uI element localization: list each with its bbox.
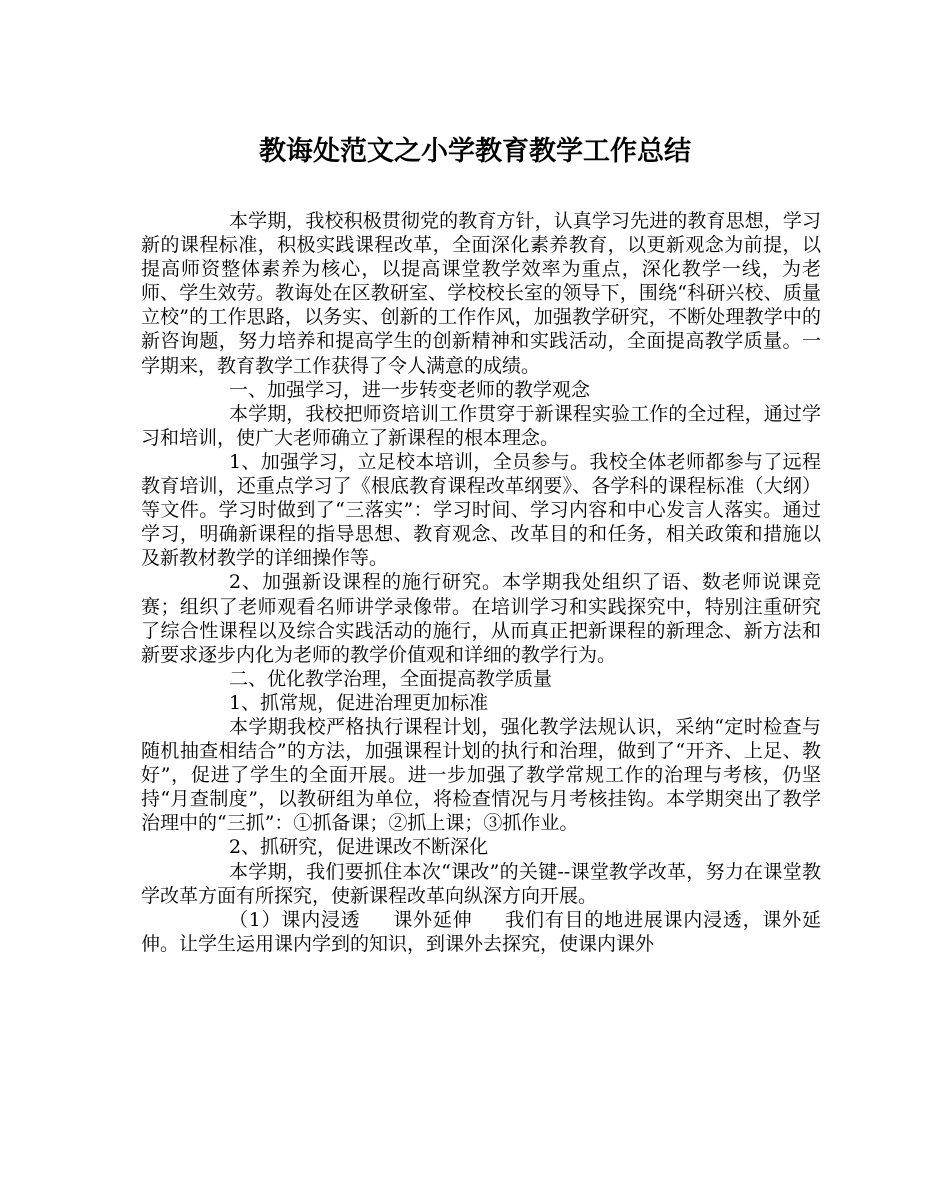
subsection-heading: 2、抓研究，促进课改不断深化 [229,836,489,859]
subsection-heading: 1、抓常规，促进治理更加标准 [229,691,489,714]
last-paragraph-part1: （1）课内浸透 [229,908,361,931]
document-title: 教诲处范文之小学教育教学工作总结 [259,136,691,167]
last-paragraph-part2: 课外延伸 [392,908,473,931]
paragraph: 本学期我校严格执行课程计划，强化教学法规认识，采纳“定时检查与随机抽查相结合”的方法，加强课程计划的执行和治理，做到了“开齐、上足、教好”，促进了学生的全面开展。进一步加强了教学常规工作的治理与考核，仍坚持“月查制度”，以教研组为单位，将检查情况与月考核挂钩。本学期突出了教学治理中的“三抓”：①抓备课；②抓上课；③抓作业。 [141,715,821,835]
paragraph: 本学期，我们要抓住本次“课改”的关键--课堂教学改革，努力在课堂教学改革方面有所探究，使新课程改革向纵深方向开展。 [141,860,821,907]
paragraph: 1、加强学习，立足校本培训，全员参与。我校全体老师都参与了远程教育培训，还重点学习了《根底教育课程改革纲要》、各学科的课程标准（大纲）等文件。学习时做到了“三落实”：学习时间、学习内容和中心发言人落实。通过学习，明确新课程的指导思想、教育观念、改革目的和任务，相关政策和措施以及新教材教学的详细操作等。 [141,450,821,570]
section-heading-1: 一、加强学习，进一步转变老师的教学观念 [229,378,591,401]
last-paragraph-part3: 我们有目的地进展课内浸透，课外延伸。让学生运用课内学到的知识，到课外去探究，使课内课外 [141,908,821,955]
paragraph-intro: 本学期，我校积极贯彻党的教育方针，认真学习先进的教育思想，学习新的课程标准，积极实践课程改革，全面深化素养教育，以更新观念为前提，以提高师资整体素养为核心，以提高课堂教学效率为重点，深化教学一线，为老师、学生效劳。教诲处在区教研室、学校校长室的领导下，围绕“科研兴校、质量立校”的工作思路，以务实、创新的工作作风，加强教学研究，不断处理教学中的新咨询题，努力培养和提高学生的创新精神和实践活动，全面提高教学质量。一学期来，教育教学工作获得了令人满意的成绩。 [141,210,821,377]
paragraph: 本学期，我校把师资培训工作贯穿于新课程实验工作的全过程，通过学习和培训，使广大老师确立了新课程的根本理念。 [141,402,821,449]
document-body [141,209,821,956]
section-heading-2: 二、优化教学治理，全面提高教学质量 [229,667,553,690]
paragraph-last [141,908,821,956]
paragraph: 2、加强新设课程的施行研究。本学期我处组织了语、数老师说课竞赛；组织了老师观看名师讲学录像带。在培训学习和实践探究中，特别注重研究了综合性课程以及综合实践活动的施行，从而真正把新课程的新理念、新方法和新要求逐步内化为老师的教学价值观和详细的教学行为。 [141,571,821,666]
